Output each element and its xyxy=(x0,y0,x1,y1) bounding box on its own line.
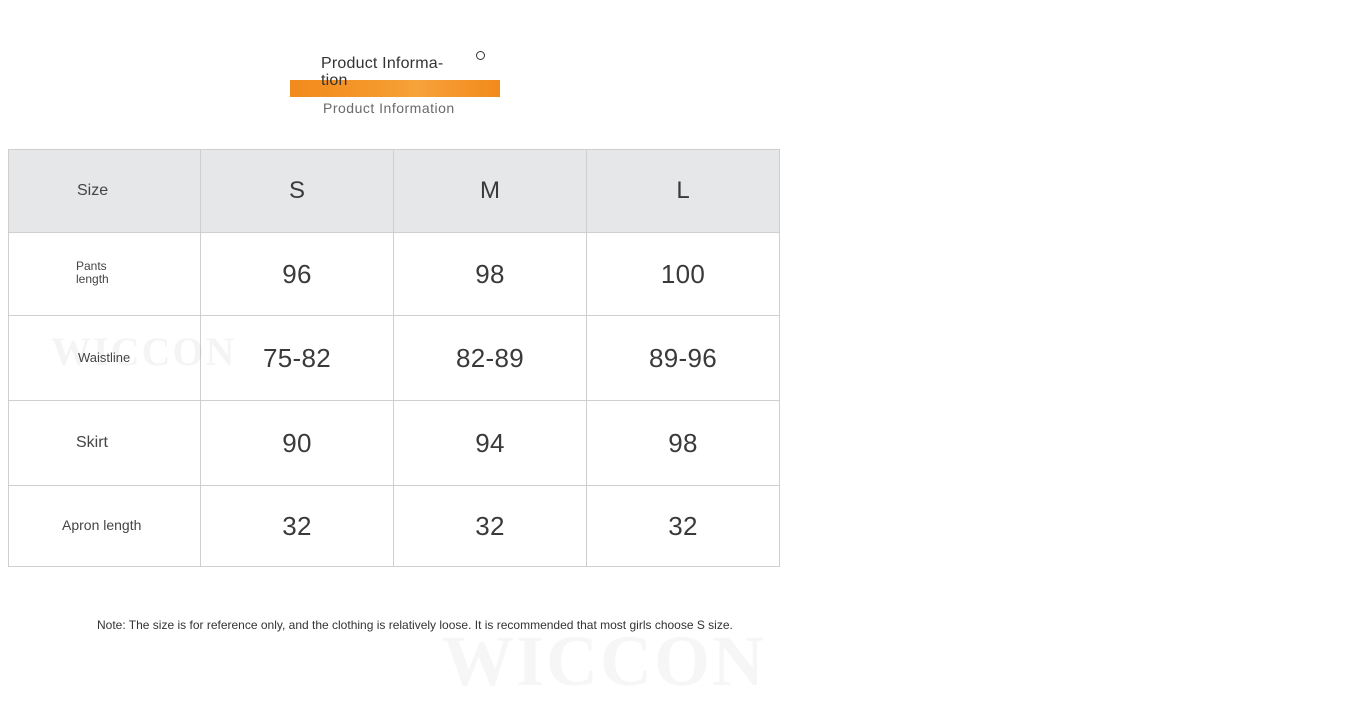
pants-length-m: 98 xyxy=(475,258,505,289)
table-row xyxy=(9,316,780,401)
row-label-cell xyxy=(9,486,201,567)
apron-length-l: 32 xyxy=(668,510,698,541)
waistline-m: 82-89 xyxy=(456,342,524,373)
table-row xyxy=(9,486,780,567)
row-label-cell xyxy=(9,233,201,316)
skirt-s: 90 xyxy=(282,427,312,458)
size-chart-table xyxy=(8,149,1362,567)
pants-length-s: 96 xyxy=(282,258,312,289)
table-cell xyxy=(587,316,780,401)
apron-length-s: 32 xyxy=(282,510,312,541)
table-row xyxy=(9,233,780,316)
apron-length-m: 32 xyxy=(475,510,505,541)
waistline-l: 89-96 xyxy=(649,342,717,373)
size-s-header: S xyxy=(288,177,305,204)
table-cell xyxy=(394,486,587,567)
table-cell xyxy=(201,486,394,567)
skirt-l: 98 xyxy=(668,427,698,458)
apron-length-label: Apron length xyxy=(62,517,142,533)
table-header-row xyxy=(9,150,780,233)
table-cell xyxy=(587,486,780,567)
table-cell xyxy=(201,401,394,486)
table-header-cell-m xyxy=(394,150,587,233)
table-header-cell-l xyxy=(587,150,1362,233)
section-subtitle: Product Information xyxy=(323,100,455,116)
table-cell xyxy=(201,233,394,316)
table-cell xyxy=(587,401,780,486)
header-watermark: WICCON xyxy=(1185,167,1362,209)
table-cell xyxy=(394,401,587,486)
table-cell xyxy=(201,316,394,401)
row-label-cell xyxy=(9,316,201,401)
skirt-m: 94 xyxy=(475,427,505,458)
circle-icon xyxy=(476,51,485,60)
table-cell xyxy=(394,233,587,316)
waistline-s: 75-82 xyxy=(263,342,331,373)
size-m-header: M xyxy=(480,177,500,204)
table-cell xyxy=(394,316,587,401)
size-l-header: L xyxy=(676,177,690,204)
table-cell xyxy=(587,233,780,316)
section-title: Product Informa- tion xyxy=(321,55,444,89)
table-header-cell-s xyxy=(201,150,394,233)
row-label-cell xyxy=(9,401,201,486)
pants-length-l: 100 xyxy=(660,258,706,289)
skirt-label: Skirt xyxy=(76,434,108,451)
waistline-label: Waistline xyxy=(78,350,131,365)
table-row xyxy=(9,401,780,486)
size-note: Note: The size is for reference only, and the clothing is relatively loose. It is recommended that most girls choose S size. xyxy=(97,618,733,632)
size-label: Size xyxy=(77,182,109,199)
product-info-header xyxy=(0,0,790,130)
table-header-cell-size xyxy=(9,150,201,233)
pants-length-label: Pants length xyxy=(76,259,109,286)
